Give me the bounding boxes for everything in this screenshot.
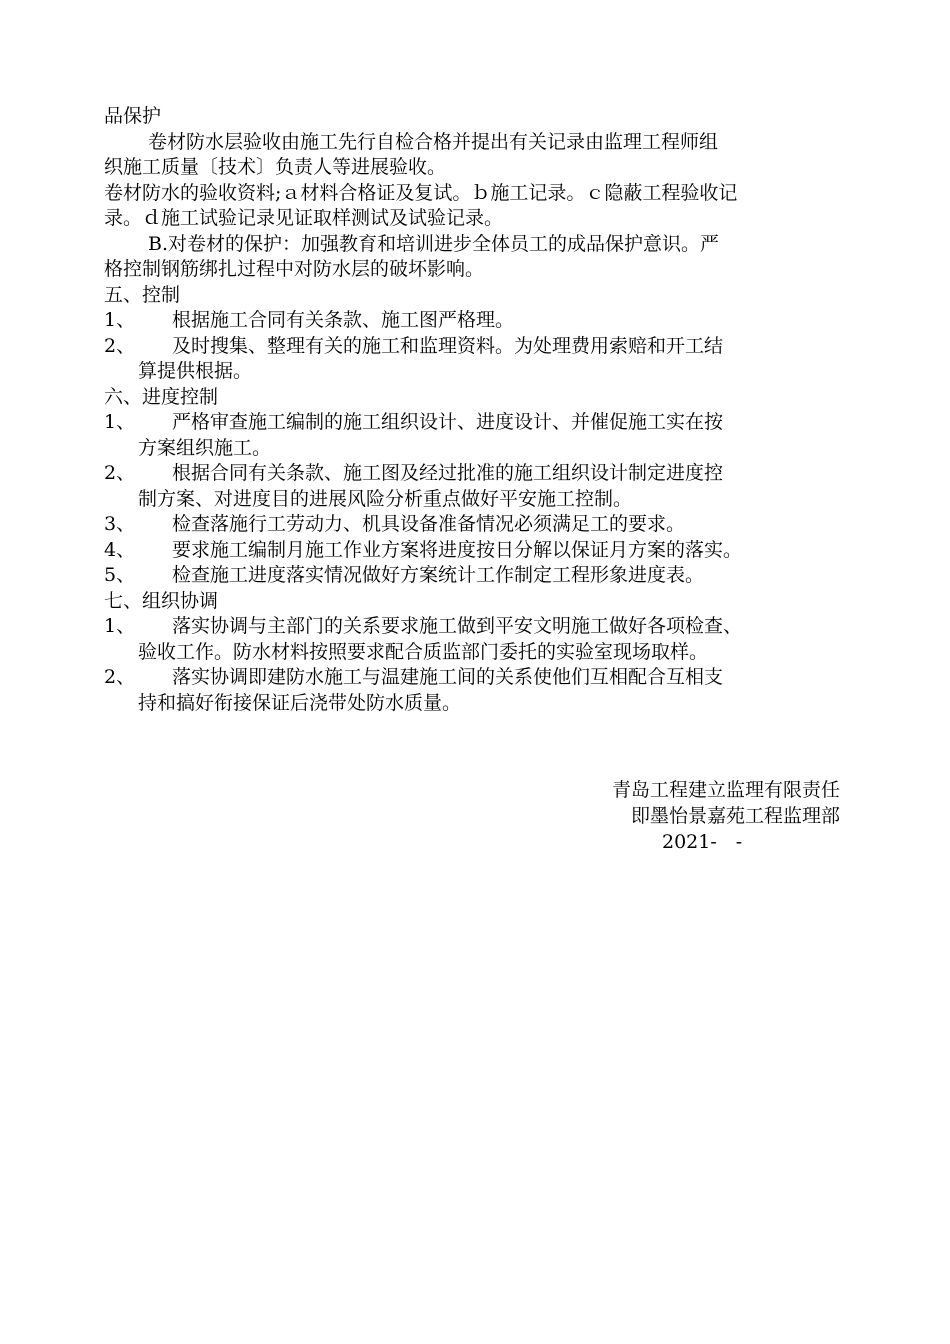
list-text: 检查施工进度落实情况做好方案统计工作制定工程形象进度表。 xyxy=(172,564,705,586)
list-item xyxy=(104,461,846,512)
list-number: 1、 xyxy=(104,615,136,637)
section-heading: 七、组织协调 xyxy=(104,589,219,612)
paragraph-line: B.对卷材的保护：加强教育和培训进步全体员工的成品保护意识。严 xyxy=(148,232,720,255)
signature-block xyxy=(540,777,840,855)
list-number: 2、 xyxy=(104,666,136,688)
list-text-continued: 方案组织施工。 xyxy=(138,436,272,459)
paragraph-line: 卷材防水的验收资料;ａ材料合格证及复试。ｂ施工记录。ｃ隐蔽工程验收记 xyxy=(104,181,738,204)
list-text: 落实协调即建防水施工与温建施工间的关系使他们互相配合互相支 xyxy=(172,666,724,688)
list-text: 要求施工编制月施工作业方案将进度按日分解以保证月方案的落实。 xyxy=(172,538,743,561)
company-name: 青岛工程建立监理有限责任 xyxy=(611,779,840,801)
list-text-continued: 持和搞好衔接保证后浇带处防水质量。 xyxy=(138,691,462,714)
section-heading: 六、进度控制 xyxy=(104,385,219,408)
list-number: 1、 xyxy=(104,309,136,331)
list-number: 3、 xyxy=(104,513,136,535)
list-text: 根据合同有关条款、施工图及经过批准的施工组织设计制定进度控 xyxy=(172,462,724,484)
section-heading: 五、控制 xyxy=(104,283,181,306)
document-body xyxy=(104,104,846,716)
list-text-continued: 算提供根据。 xyxy=(138,360,253,382)
list-number: 4、 xyxy=(104,538,136,561)
list-item xyxy=(104,563,846,589)
list-number: 5、 xyxy=(104,564,136,586)
paragraph-line: 格控制钢筋绑扎过程中对防水层的破坏影响。 xyxy=(104,258,485,280)
list-text: 严格审查施工编制的施工组织设计、进度设计、并催促施工实在按 xyxy=(172,411,724,433)
paragraph-line: 录。ｄ施工试验记录见证取样测试及试验记录。 xyxy=(104,207,504,229)
paragraph-line: 卷材防水层验收由施工先行自检合格并提出有关记录由监理工程师组 xyxy=(148,130,719,153)
list-text: 检查落施行工劳动力、机具设备准备情况必须满足工的要求。 xyxy=(172,513,686,535)
list-item xyxy=(104,410,846,461)
list-item xyxy=(104,614,846,665)
list-text: 及时搜集、整理有关的施工和监理资料。为处理费用索赔和开工结 xyxy=(172,334,724,357)
list-text: 根据施工合同有关条款、施工图严格理。 xyxy=(172,309,515,331)
list-item xyxy=(104,334,846,385)
list-number: 1、 xyxy=(104,411,136,433)
department-name: 即墨怡景嘉苑工程监理部 xyxy=(630,805,840,827)
list-number: 2、 xyxy=(104,334,136,357)
list-item xyxy=(104,512,846,538)
list-item xyxy=(104,308,846,334)
list-item xyxy=(104,665,846,716)
list-text-continued: 制方案、对进度目的进展风险分析重点做好平安施工控制。 xyxy=(138,487,633,510)
signature-date: 2021- - xyxy=(662,831,743,853)
text-line: 品保护 xyxy=(104,105,162,127)
list-text-continued: 验收工作。防水材料按照要求配合质监部门委托的实验室现场取样。 xyxy=(138,640,709,663)
paragraph-line: 织施工质量〔技术〕负责人等进展验收。 xyxy=(104,156,447,178)
list-item xyxy=(104,538,846,564)
list-number: 2、 xyxy=(104,462,136,484)
list-text: 落实协调与主部门的关系要求施工做到平安文明施工做好各项检查、 xyxy=(172,615,743,637)
